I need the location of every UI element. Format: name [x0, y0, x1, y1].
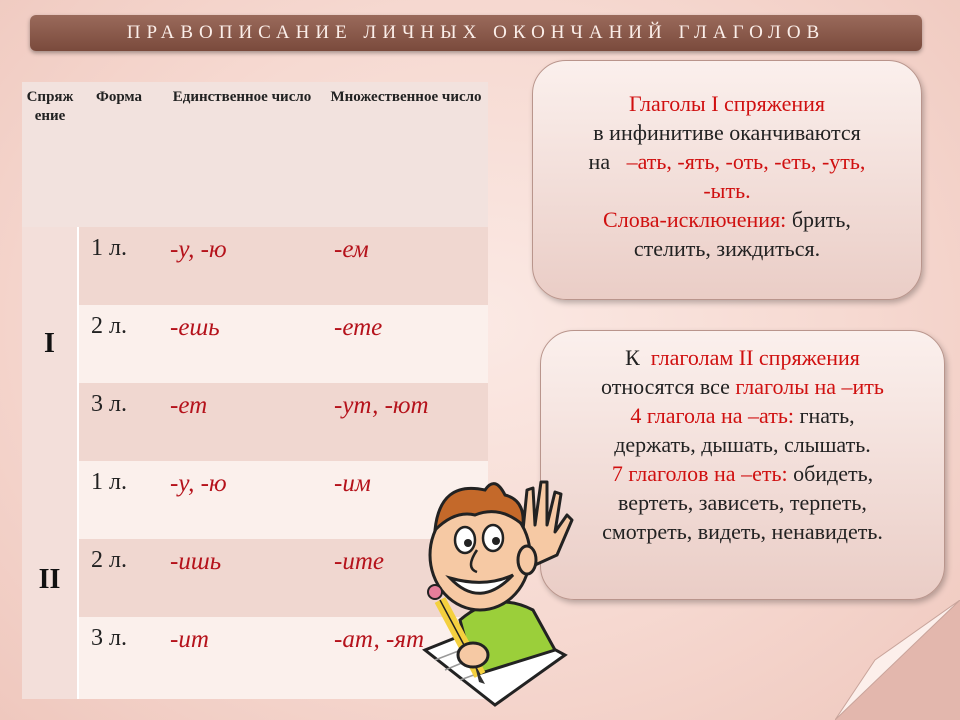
callout-text: 4 глагола на –ать:: [630, 403, 794, 428]
callout-line: [549, 401, 936, 430]
header-form: Форма: [78, 82, 160, 227]
plural-ending: -им: [324, 461, 488, 539]
table-row: [22, 383, 488, 461]
callout-text: К: [625, 345, 640, 370]
callout-text: на: [588, 149, 611, 174]
callout-line: Глаголы I спряжения: [628, 91, 826, 116]
callout-line: смотреть, видеть, ненавидеть.: [602, 519, 883, 544]
callout-line: [547, 147, 907, 176]
cartoon-boy-writing-icon: [405, 470, 580, 720]
singular-ending: -ет: [160, 383, 324, 461]
person-cell: 2 л.: [78, 305, 160, 383]
group-label-i: I: [22, 227, 78, 461]
person-cell: 1 л.: [78, 227, 160, 305]
callout-endings: -ыть.: [703, 178, 751, 203]
callout-text: глаголы на –ить: [735, 374, 884, 399]
plural-ending: -ете: [324, 305, 488, 383]
singular-ending: -ишь: [160, 539, 324, 617]
group-label-ii: II: [22, 461, 78, 699]
singular-ending: -ит: [160, 617, 324, 699]
singular-ending: -у, -ю: [160, 227, 324, 305]
person-cell: 3 л.: [78, 383, 160, 461]
header-conjugation: Спряжение: [22, 82, 78, 227]
plural-ending: -ут, -ют: [324, 383, 488, 461]
callout-line: стелить, зиждиться.: [633, 236, 821, 261]
plural-ending: -ем: [324, 227, 488, 305]
callout-text: глаголам II спряжения: [650, 345, 860, 370]
header-plural: Множественное число: [324, 82, 488, 227]
table-row: [22, 227, 488, 305]
callout-line: [549, 459, 936, 488]
callout-endings: –ать, -ять, -оть, -еть, -уть,: [626, 149, 866, 174]
page-curl-decoration: [835, 600, 960, 720]
callout-line: держать, дышать, слышать.: [614, 432, 871, 457]
callout-text: относятся все: [601, 374, 730, 399]
table-header-row: [22, 82, 488, 227]
plural-ending: -ите: [324, 539, 488, 617]
callout-line: в инфинитиве оканчиваются: [593, 120, 861, 145]
singular-ending: -у, -ю: [160, 461, 324, 539]
first-conjugation-callout: [532, 60, 922, 300]
callout-line: вертеть, зависеть, терпеть,: [618, 490, 867, 515]
plural-ending: -ат, -ят: [324, 617, 488, 699]
person-cell: 1 л.: [78, 461, 160, 539]
callout-line: [547, 205, 907, 234]
page-title: ПРАВОПИСАНИЕ ЛИЧНЫХ ОКОНЧАНИЙ ГЛАГОЛОВ: [30, 15, 922, 51]
person-cell: 2 л.: [78, 539, 160, 617]
callout-line: [549, 372, 936, 401]
callout-text: гнать,: [799, 403, 855, 428]
singular-ending: -ешь: [160, 305, 324, 383]
callout-text: 7 глаголов на –еть:: [611, 461, 788, 486]
person-cell: 3 л.: [78, 617, 160, 699]
second-conjugation-callout: [540, 330, 945, 600]
exceptions-words: брить,: [791, 207, 851, 232]
header-singular: Единственное число: [160, 82, 324, 227]
callout-text: обидеть,: [793, 461, 874, 486]
table-row: [22, 305, 488, 383]
exceptions-label: Слова-исключения:: [603, 207, 787, 232]
callout-line: [549, 343, 936, 372]
